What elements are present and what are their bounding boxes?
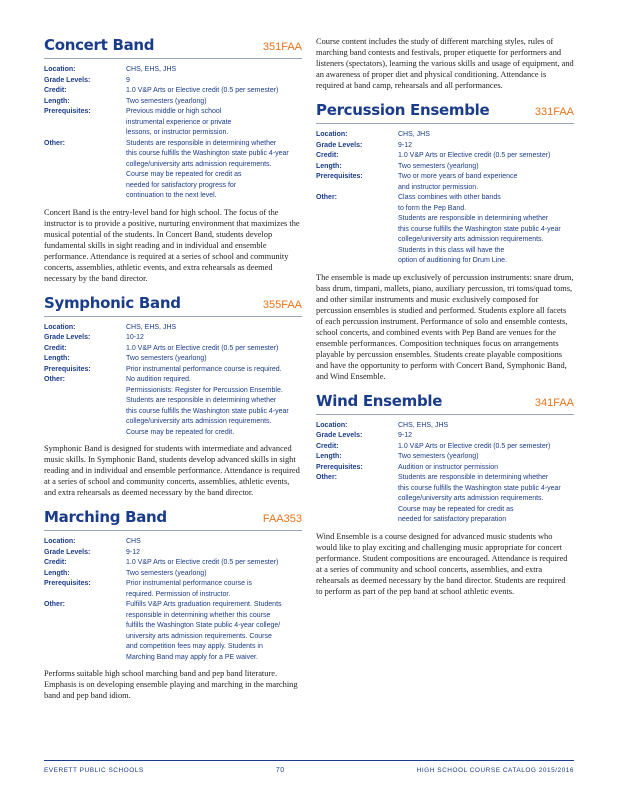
course-code: 331FAA bbox=[534, 106, 574, 118]
credit-value: 1.0 V&P Arts or Elective credit (0.5 per semester) bbox=[398, 152, 551, 159]
course-description: Performs suitable high school marching band and pep band literature. Emphasis is on developing ensemble playing and marching in the marching band and pep band idiom. bbox=[44, 669, 298, 700]
course-wind-ensemble bbox=[316, 392, 574, 597]
length-value: Two semesters (yearlong) bbox=[398, 453, 479, 460]
grade-value: 9 bbox=[126, 76, 130, 84]
page-number: 70 bbox=[275, 767, 285, 774]
prereq-value: Prior instrumental performance course is required. Permission of instructor. bbox=[126, 580, 253, 598]
other-value: Class combines with other bands to form the Pep Band. Students are responsible in determining whether this course fulfills the Washington state public 4-year college/university arts admission requirements. Students in this class will have the option of auditioning for Drum Line. bbox=[398, 194, 561, 264]
divider bbox=[316, 414, 574, 415]
course-concert-band bbox=[44, 36, 302, 284]
length-value: Two semesters (yearlong) bbox=[126, 355, 207, 362]
prereq-value: Prior instrumental performance course is required. bbox=[126, 365, 282, 373]
length-value: Two semesters (yearlong) bbox=[126, 569, 207, 577]
credit-value: 1.0 V&P Arts or Elective credit (0.5 per semester) bbox=[126, 87, 279, 94]
prereq-value: Two or more years of band experience and instructor permission. bbox=[398, 173, 518, 191]
prereq-value: Audition or instructor permission bbox=[398, 463, 498, 471]
footer-divider bbox=[44, 760, 574, 761]
marching-band-continued: Course content includes the study of different marching styles, rules of marching band contests and festivals, proper etiquette for performers and listeners (spectators), learning the various skills and usage of equipment, and an awareness of proper diet and physical conditioning. Attendance is required at band camp, rehearsals and all performances. bbox=[316, 37, 574, 90]
course-code: 355FAA bbox=[262, 298, 302, 311]
footer-catalog-title: HIGH SCHOOL COURSE CATALOG 2015/2016 bbox=[416, 767, 574, 774]
course-symphonic-band bbox=[44, 294, 302, 499]
course-title: Marching Band bbox=[44, 508, 167, 526]
course-code: 341FAA bbox=[534, 396, 574, 409]
course-description: The ensemble is made up exclusively of percussion instruments: snare drum, bass drum, timpani, mallets, piano, auxiliary percussion, tri toms/quad toms, and other similar instruments and music exclusively composed for percussion ensembles is studied and performed. Students explore all facets of each percussion instrument. Performance of solo and ensemble contests, school concerts, and combined events with Pep Band are venues for the ensemble performances. Composition techniques focus on arrangements playable by percussion ensembles. Students create playable compositions and have the opportunity to perform with Concert Band, Symphonic Band, and Wind Ensemble. bbox=[316, 272, 574, 381]
course-description: Wind Ensemble is a course designed for advanced music students who would like to play exciting and challenging music appropriate for concert performance. Student compositions are encouraged. Attendance is required at a series of community and school concerts, assemblies, and extra rehearsals as deemed necessary by the band director. Students are required to perform as part of the pep band at school athletic events. bbox=[316, 531, 568, 596]
course-info: Location: CHS, EHS, JHS Grade Levels: 10-12 Credit: 1.0 V&P Arts or Elective credit (0.5 per semester) Length: Two semesters (yearlong) Prerequisites: Prior instrumental performance course is required. Other: No audition required. Permissionists: Register for Percussion Ensemble. Students are responsible in determining whether this course fulfills the Washington state public 4-year college/university arts admission requirements. Course may be repeated for credit. bbox=[44, 323, 302, 439]
length-value: Two semesters (yearlong) bbox=[126, 97, 207, 105]
course-code: 351FAA bbox=[262, 41, 302, 53]
course-description: Concert Band is the entry-level band for high school. The focus of the instructor is to provide a positive, nurturing environment that maximizes the musical potential of the students. In Concert Band, students develop fundamental skills in sight reading and in individual and ensemble performance. Attendance is required at a series of school and community concerts, assemblies, athletic events, and extra rehearsals as deemed necessary by the band director. bbox=[44, 207, 300, 283]
grade-value: 9-12 bbox=[126, 548, 141, 556]
other-value: Students are responsible in determining whether this course fulfills the Washington state public 4-year college/university arts admission requirements. Course may be repeated for credit as needed for satisfactory progress for continuation to the next level. bbox=[126, 139, 289, 199]
course-info: Location: CHS, JHS Grade Levels: 9-12 Credit: 1.0 V&P Arts or Elective credit (0.5 per semester) Length: Two semesters (yearlong) Prerequisites: Two or more years of band experience and instructor permission. Other: Class combines with other bands to form the Pep Band. Students are responsible in determining whether this course fulfills the Washington state public 4-year college/university arts admission requirements. Students in this class will have the option of auditioning for Drum Line. bbox=[316, 130, 574, 267]
course-percussion-ensemble bbox=[316, 101, 574, 382]
left-column bbox=[44, 36, 302, 711]
credit-value: 1.0 V&P Arts or Elective credit (0.5 per semester) bbox=[126, 344, 279, 352]
divider bbox=[44, 316, 302, 317]
length-value: Two semesters (yearlong) bbox=[398, 162, 479, 170]
course-title: Percussion Ensemble bbox=[316, 101, 490, 119]
course-marching-band bbox=[44, 508, 302, 701]
footer-district: EVERETT PUBLIC SCHOOLS bbox=[44, 767, 144, 774]
course-title: Wind Ensemble bbox=[316, 391, 443, 410]
credit-value: 1.0 V&P Arts or Elective credit (0.5 per semester) bbox=[398, 442, 551, 450]
page-footer bbox=[44, 760, 574, 774]
location-value: CHS, EHS, JHS bbox=[126, 323, 177, 331]
course-description: Symphonic Band is designed for students with intermediate and advanced music skills. In Symphonic Band, students develop advanced skills in sight reading and in individual and ensemble performance. Attendance is required at a series of school and community concerts, assemblies, athletic events, and extra rehearsals as deemed necessary by the band director. bbox=[44, 444, 300, 497]
other-value: No audition required. Permissionists: Register for Percussion Ensemble. Students are responsible in determining whether this course fulfills the Washington state public 4-year college/university arts admission requirements. Course may be repeated for credit. bbox=[126, 376, 289, 436]
location-value: CHS bbox=[126, 538, 141, 545]
course-title: Concert Band bbox=[44, 36, 155, 54]
course-title: Symphonic Band bbox=[44, 293, 181, 312]
credit-value: 1.0 V&P Arts or Elective credit (0.5 per semester) bbox=[126, 559, 279, 566]
course-info: Location: CHS, EHS, JHS Grade Levels: 9 Credit: 1.0 V&P Arts or Elective credit (0.5 per semester) Length: Two semesters (yearlong) Prerequisites: Previous middle or high school instrumental experience or private lessons, or instructor permission. Other: Students are responsible in determining whether this course fulfills the Washington state public 4-year college/university arts admission requirements. Course may be repeated for credit as needed for satisfactory progress for continuation to the next level. bbox=[44, 65, 302, 202]
divider bbox=[44, 530, 302, 531]
prereq-value: Previous middle or high school instrumental experience or private lessons, or instructor permission. bbox=[126, 108, 232, 136]
location-value: CHS, EHS, JHS bbox=[126, 66, 177, 73]
grade-value: 10-12 bbox=[126, 334, 144, 341]
location-value: CHS, JHS bbox=[398, 131, 430, 138]
location-value: CHS, EHS, JHS bbox=[398, 421, 449, 429]
course-info: Location: CHS, EHS, JHS Grade Levels: 9-12 Credit: 1.0 V&P Arts or Elective credit (0.5 per semester) Length: Two semesters (yearlong) Prerequisites: Audition or instructor permission Other: Students are responsible in determining whether this course fulfills the Washington state public 4-year college/university arts admission requirements. Course may be repeated for credit as needed for satisfactory preparation bbox=[316, 421, 574, 526]
grade-value: 9-12 bbox=[398, 141, 413, 149]
grade-value: 9-12 bbox=[398, 432, 413, 439]
divider bbox=[316, 123, 574, 124]
other-value: Fulfills V&P Arts graduation requirement. Students responsible in determining whether this course fulfills the Washington State public 4-year college/ university arts admission requirements. Course and competition fees may apply. Students in Marching Band may apply for a PE waiver. bbox=[126, 601, 282, 661]
other-value: Students are responsible in determining whether this course fulfills the Washington state public 4-year college/university arts admission requirements. Course may be repeated for credit as needed for satisfactory preparation bbox=[398, 474, 561, 523]
course-code: FAA353 bbox=[262, 513, 302, 525]
right-column bbox=[316, 36, 574, 607]
course-info: Location: CHS Grade Levels: 9-12 Credit: 1.0 V&P Arts or Elective credit (0.5 per semester) Length: Two semesters (yearlong) Prerequisites: Prior instrumental performance course is required. Permission of instructor. Other: Fulfills V&P Arts graduation requirement. Students responsible in determining whether this course fulfills the Washington State public 4-year college/ university arts admission requirements. Course and competition fees may apply. Students in Marching Band may apply for a PE waiver. bbox=[44, 537, 302, 663]
divider bbox=[44, 58, 302, 59]
